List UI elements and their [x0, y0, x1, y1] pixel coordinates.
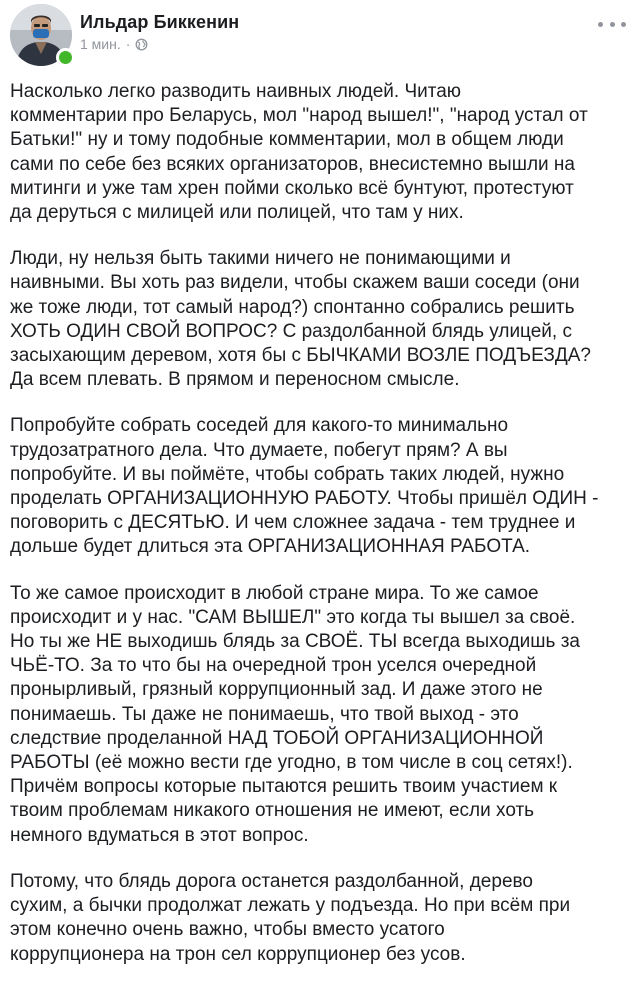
- post-timestamp[interactable]: 1 мин.: [80, 36, 121, 52]
- post-paragraph: Люди, ну нельзя быть такими ничего не понимающими и наивными. Вы хоть раз видели, чтобы скажем ваши соседи (они же тоже люди, тот самый народ?) спонтанно собрались решить ХОТЬ ОДИН СВОЙ ВОПРОС? С раздолбанной блядь улицей, с засыхающим деревом, хотя бы с БЫЧКАМИ ВОЗЛЕ ПОДЪЕЗДА? Да всем плевать. В прямом и переносном смысле.: [10, 248, 592, 391]
- more-horizontal-icon: [598, 22, 603, 27]
- post-meta: [80, 36, 148, 52]
- post-header: [10, 4, 630, 68]
- post-paragraph: Попробуйте собрать соседей для какого-то минимально трудозатратного дела. Что думаете, побегут прям? А вы попробуйте. И вы поймёте, чтобы собрать таких людей, нужно проделать ОРГАНИЗАЦИОННУЮ РАБОТУ. Чтобы пришёл ОДИН - поговорить с ДЕСЯТЬЮ. И чем сложнее задача - тем труднее и дольше будет длиться эта ОРГАНИЗАЦИОННАЯ РАБОТА.: [10, 415, 599, 558]
- more-horizontal-icon: [610, 22, 615, 27]
- author-name[interactable]: Ильдар Биккенин: [80, 12, 240, 32]
- post-paragraph: Потому, что блядь дорога останется раздолбанной, дерево сухим, а бычки продолжат лежать у подъезда. Но при всём при этом конечно очень важно, чтобы вместо усатого коррупционера на трон сел коррупционер без усов.: [10, 870, 571, 965]
- avatar-container[interactable]: [10, 4, 72, 66]
- post-paragraph: То же самое происходит в любой стране мира. То же самое происходит и у нас. "САМ ВЫШЕЛ" это когда ты вышел за своё. Но ты же НЕ выходишь блядь за СВОЁ. ТЫ всегда выходишь за ЧЬЁ-ТО. За то что бы на очередной трон уселся очередной пронырливый, грязный коррупционный зад. И даже этого не понимаешь. Ты даже не понимаешь, что твой выход - это следствие проделанной НАД ТОБОЙ ОРГАНИЗАЦИОННОЙ РАБОТЫ (её можно вести где угодно, в том числе в соц сетях!). Причём вопросы которые пытаются решить твоим участием к твоим проблемам никакого отношения не имеют, если хоть немного вдуматься в этот вопрос.: [10, 582, 580, 846]
- online-status-dot: [56, 48, 75, 67]
- more-horizontal-icon: [621, 22, 626, 27]
- globe-icon[interactable]: [135, 38, 148, 51]
- meta-separator: ·: [125, 36, 131, 52]
- more-options-button[interactable]: [598, 14, 626, 34]
- post-paragraph: Насколько легко разводить наивных людей. Читаю комментарии про Беларусь, мол "народ вышел!", "народ устал от Батьки!" ну и тому подобные комментарии, мол в общем люди сами по себе без всяких организаторов, внесистемно вышли на митинги и уже там хрен пойми сколько всё бунтуют, протестуют да деруться с милицей или полицей, что там у них.: [10, 81, 588, 224]
- post-body: [10, 80, 632, 989]
